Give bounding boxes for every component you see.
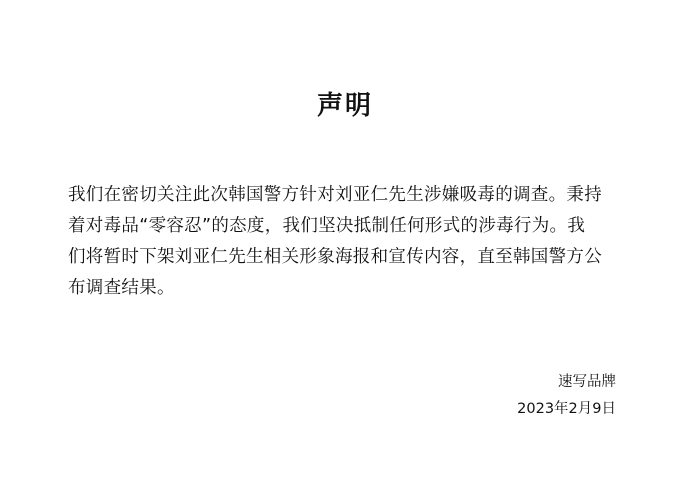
body-line: 着对毒品“零容忍”的态度，我们坚决抵制任何形式的涉毒行为。我 — [68, 216, 586, 236]
body-line: 我们在密切关注此次韩国警方针对刘亚仁先生涉嫌吸毒的调查。秉持 — [68, 185, 602, 205]
signature-date: 2023年2月9日 — [517, 401, 616, 417]
statement-body — [68, 180, 620, 304]
document-title: 声明 — [316, 91, 373, 121]
body-line: 布调查结果。 — [68, 278, 175, 298]
body-line: 们将暂时下架刘亚仁先生相关形象海报和宣传内容，直至韩国警方公 — [68, 247, 602, 267]
signature-brand: 速写品牌 — [558, 374, 616, 390]
